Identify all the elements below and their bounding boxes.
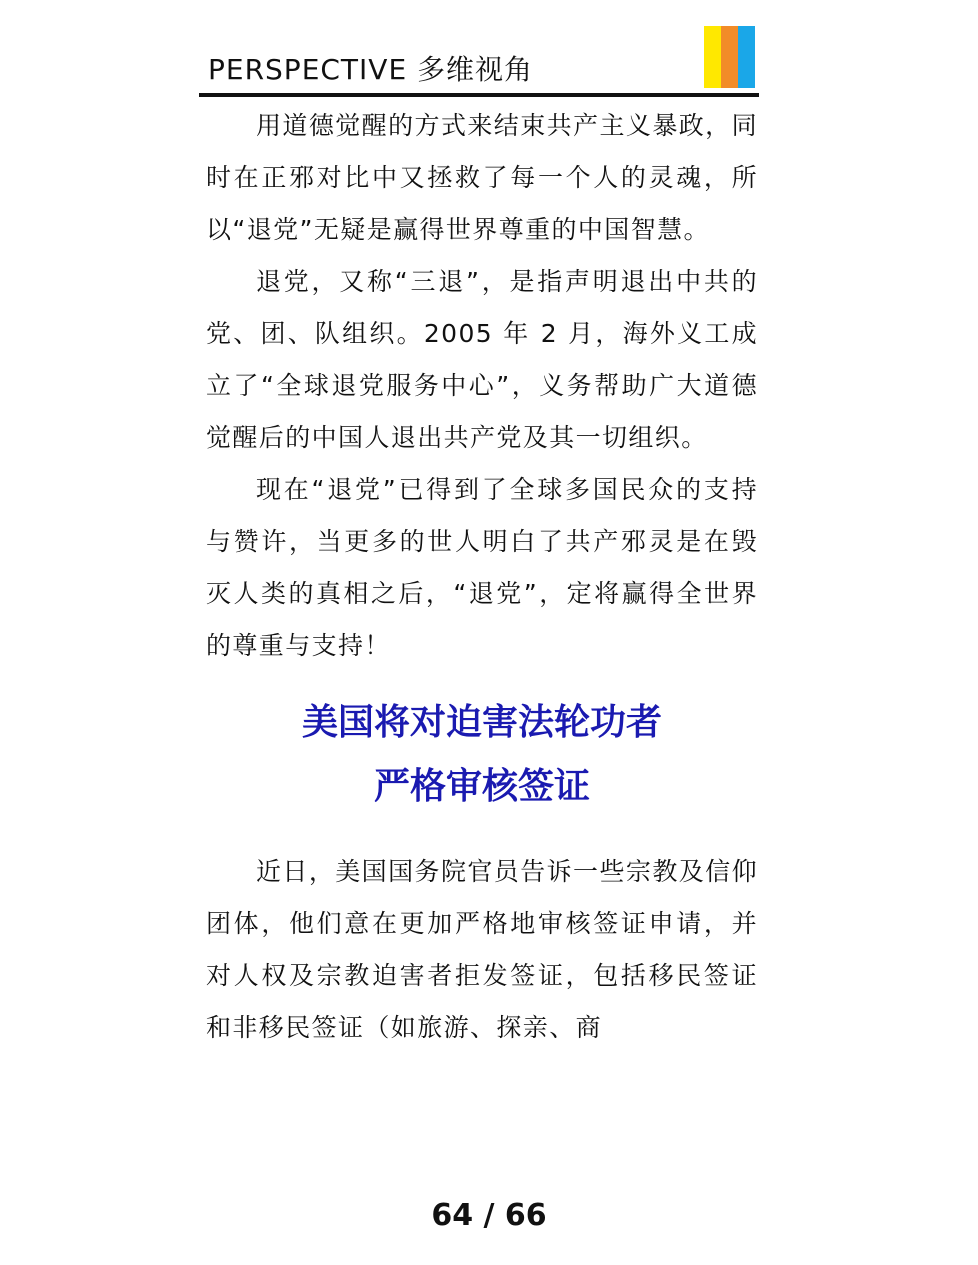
- section-title: [206, 690, 758, 818]
- page-number: 64 / 66: [431, 1198, 547, 1233]
- paragraph-1: 用道德觉醒的方式来结束共产主义暴政，同时在正邪对比中又拯救了每一个人的灵魂，所以“退党”无疑是赢得世界尊重的中国智慧。: [206, 111, 758, 244]
- page-header: [199, 22, 759, 98]
- paragraph-3: 现在“退党”已得到了全球多国民众的支持与赞许，当更多的世人明白了共产邪灵是在毁灭人类的真相之后，“退党”，定将赢得全世界的尊重与支持！: [206, 475, 758, 660]
- paragraph-4: 近日，美国国务院官员告诉一些宗教及信仰团体，他们意在更加严格地审核签证申请，并对人权及宗教迫害者拒发签证，包括移民签证和非移民签证（如旅游、探亲、商: [206, 857, 758, 1042]
- header-title: PERSPECTIVE 多维视角: [208, 53, 534, 86]
- section-title-line-2: 严格审核签证: [373, 765, 590, 807]
- section-title-line-1: 美国将对迫害法轮功者: [301, 701, 662, 743]
- header-color-bars: [704, 26, 755, 88]
- color-bar-yellow: [704, 26, 721, 88]
- color-bar-blue: [738, 26, 755, 88]
- color-bar-orange: [721, 26, 738, 88]
- article-content: [206, 100, 758, 1054]
- paragraph-2: 退党，又称“三退”，是指声明退出中共的党、团、队组织。2005 年 2 月，海外义工成立了“全球退党服务中心”，义务帮助广大道德觉醒后的中国人退出共产党及其一切组织。: [206, 267, 758, 452]
- header-divider: [199, 93, 759, 97]
